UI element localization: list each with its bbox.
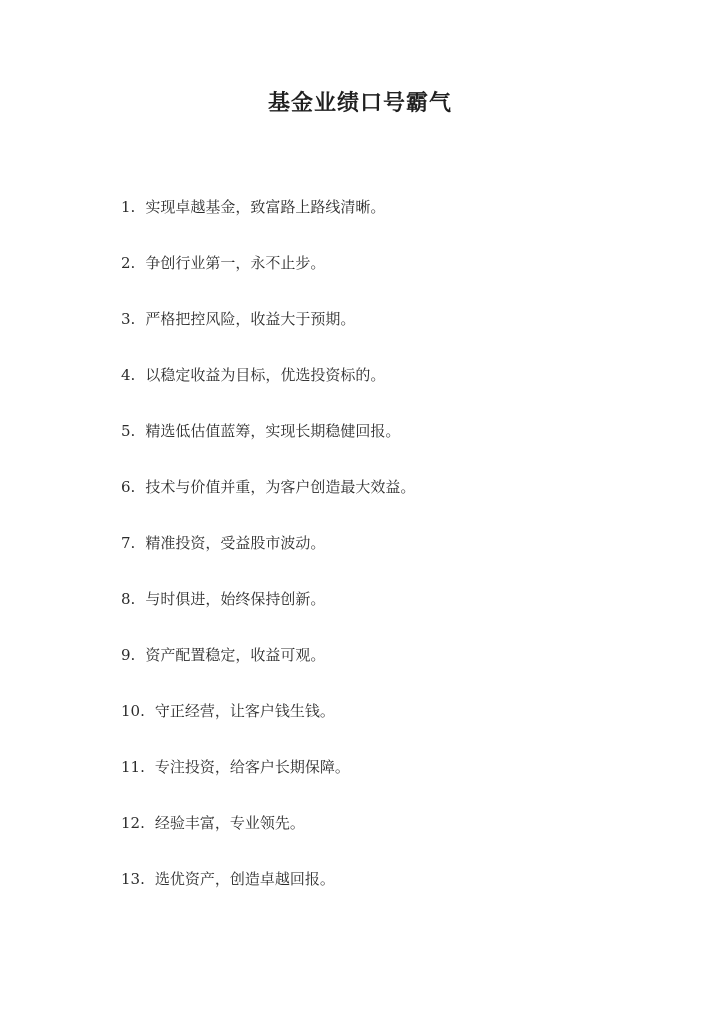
list-item — [121, 420, 681, 476]
list-item — [121, 364, 681, 420]
item-number: 5. — [121, 422, 136, 440]
list-item — [121, 252, 681, 308]
item-number: 12. — [121, 814, 145, 832]
item-text: 与时俱进，始终保持创新。 — [145, 590, 326, 608]
slogan-list — [121, 196, 681, 924]
document-title: 基金业绩口号霸气 — [267, 90, 452, 116]
item-number: 11. — [121, 758, 145, 776]
list-item — [121, 532, 681, 588]
item-text: 争创行业第一，永不止步。 — [145, 254, 326, 272]
item-text: 以稳定收益为目标，优选投资标的。 — [145, 366, 386, 384]
list-item — [121, 700, 681, 756]
item-text: 实现卓越基金，致富路上路线清晰。 — [145, 198, 386, 216]
item-number: 4. — [121, 366, 136, 384]
list-item — [121, 308, 681, 364]
item-text: 选优资产，创造卓越回报。 — [154, 870, 335, 888]
item-text: 资产配置稳定，收益可观。 — [145, 646, 326, 664]
item-text: 技术与价值并重，为客户创造最大效益。 — [145, 478, 416, 496]
item-text: 守正经营，让客户钱生钱。 — [154, 702, 335, 720]
item-number: 13. — [121, 870, 145, 888]
item-text: 精准投资，受益股市波动。 — [145, 534, 326, 552]
item-text: 专注投资，给客户长期保障。 — [154, 758, 350, 776]
item-number: 9. — [121, 646, 136, 664]
item-number: 6. — [121, 478, 136, 496]
list-item — [121, 476, 681, 532]
item-number: 7. — [121, 534, 136, 552]
list-item — [121, 196, 681, 252]
item-text: 精选低估值蓝筹，实现长期稳健回报。 — [145, 422, 401, 440]
item-number: 2. — [121, 254, 136, 272]
item-text: 严格把控风险，收益大于预期。 — [145, 310, 356, 328]
item-number: 1. — [121, 198, 136, 216]
list-item — [121, 588, 681, 644]
item-text: 经验丰富，专业领先。 — [154, 814, 305, 832]
item-number: 3. — [121, 310, 136, 328]
item-number: 10. — [121, 702, 145, 720]
item-number: 8. — [121, 590, 136, 608]
list-item — [121, 756, 681, 812]
list-item — [121, 868, 681, 924]
list-item — [121, 812, 681, 868]
list-item — [121, 644, 681, 700]
